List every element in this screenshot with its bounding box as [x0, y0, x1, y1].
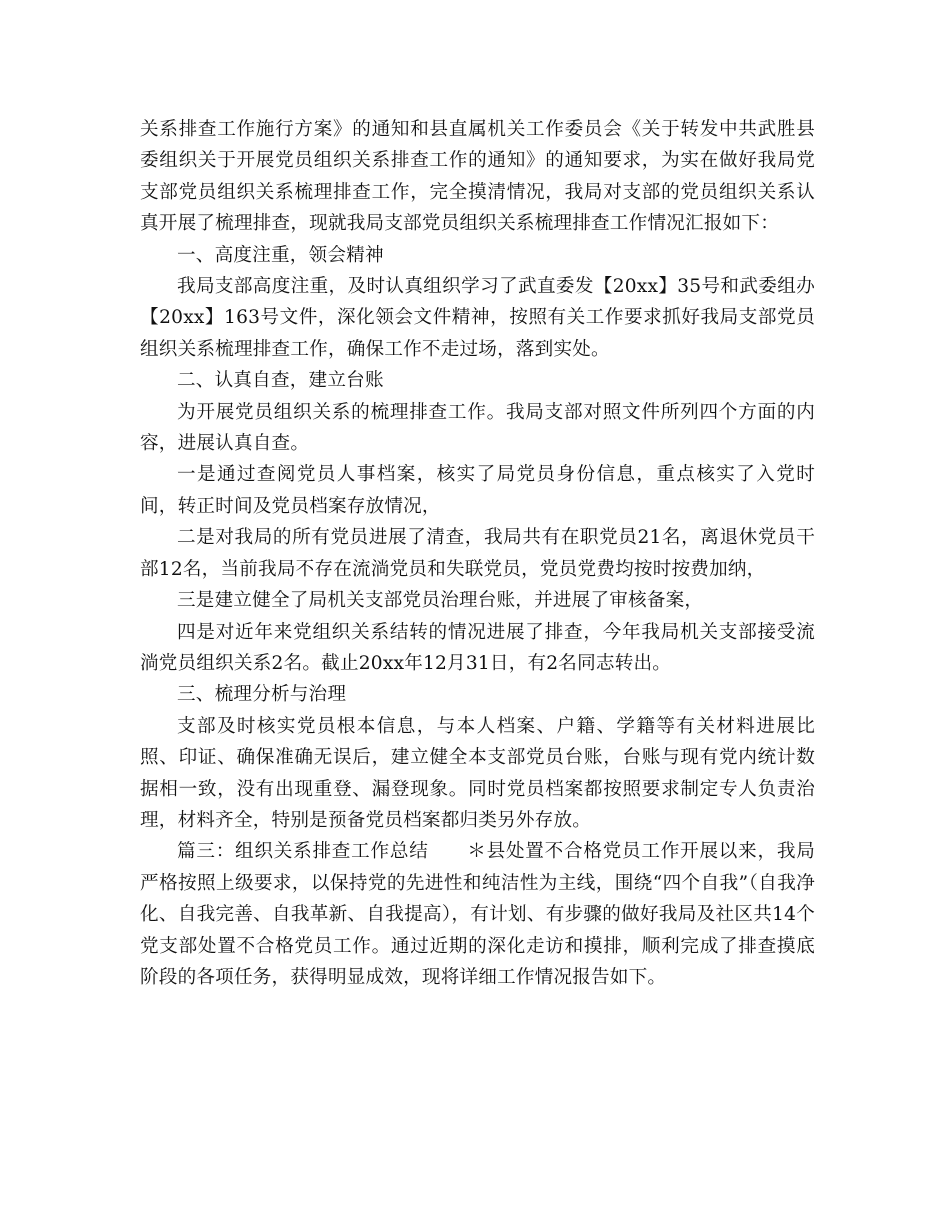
paragraph-item-3: 三是建立健全了局机关支部党员治理台账，并进展了审核备案， — [177, 590, 704, 612]
paragraph-section-3: 支部及时核实党员根本信息，与本人档案、户籍、学籍等有关材料进展比照、印证、确保准确无误后，建立健全本支部党员台账，台账与现有党内统计数据相一致，没有出现重登、漏登现象。同时党员档案都按照要求制定专人负责治理，材料齐全，特别是预备党员档案都归类另外存放。 — [140, 715, 815, 831]
paragraph-intro: 关系排查工作施行方案》的通知和县直属机关工作委员会《关于转发中共武胜县委组织关于开展党员组织关系排查工作的通知》的通知要求，为实在做好我局党支部党员组织关系梳理排查工作，完全摸清情况，我局对支部的党员组织关系认真开展了梳理排查，现就我局支部党员组织关系梳理排查工作情况汇报如下： — [140, 119, 815, 235]
document-body — [140, 114, 815, 993]
paragraph-part-3: 篇三：组织关系排查工作总结 ＊县处置不合格党员工作开展以来，我局严格按照上级要求，以保持党的先进性和纯洁性为主线，围绕“四个自我”（自我净化、自我完善、自我革新、自我提高），有计划、有步骤的做好我局及社区共14个党支部处置不合格党员工作。通过近期的深化走访和摸排，顺利完成了排查摸底阶段的各项任务，获得明显成效，现将详细工作情况报告如下。 — [140, 841, 815, 988]
heading-section-1: 一、高度注重，领会精神 — [177, 244, 384, 266]
paragraph-item-2: 二是对我局的所有党员进展了清查，我局共有在职党员21名，离退休党员干部12名，当前我局不存在流淌党员和失联党员，党员党费均按时按费加纳， — [140, 527, 815, 580]
paragraph-item-4: 四是对近年来党组织关系结转的情况进展了排查，今年我局机关支部接受流淌党员组织关系2名。截止20xx年12月31日，有2名同志转出。 — [140, 621, 815, 674]
paragraph-section-1: 我局支部高度注重，及时认真组织学习了武直委发【20xx】35号和武委组办【20xx】163号文件，深化领会文件精神，按照有关工作要求抓好我局支部党员组织关系梳理排查工作，确保工作不走过场，落到实处。 — [140, 276, 815, 360]
heading-section-3: 三、梳理分析与治理 — [177, 684, 347, 706]
paragraph-item-1: 一是通过查阅党员人事档案，核实了局党员身份信息，重点核实了入党时间，转正时间及党员档案存放情况， — [140, 464, 815, 517]
paragraph-section-2-intro: 为开展党员组织关系的梳理排查工作。我局支部对照文件所列四个方面的内容，进展认真自查。 — [140, 401, 815, 455]
heading-section-2: 二、认真自查，建立台账 — [177, 370, 384, 392]
